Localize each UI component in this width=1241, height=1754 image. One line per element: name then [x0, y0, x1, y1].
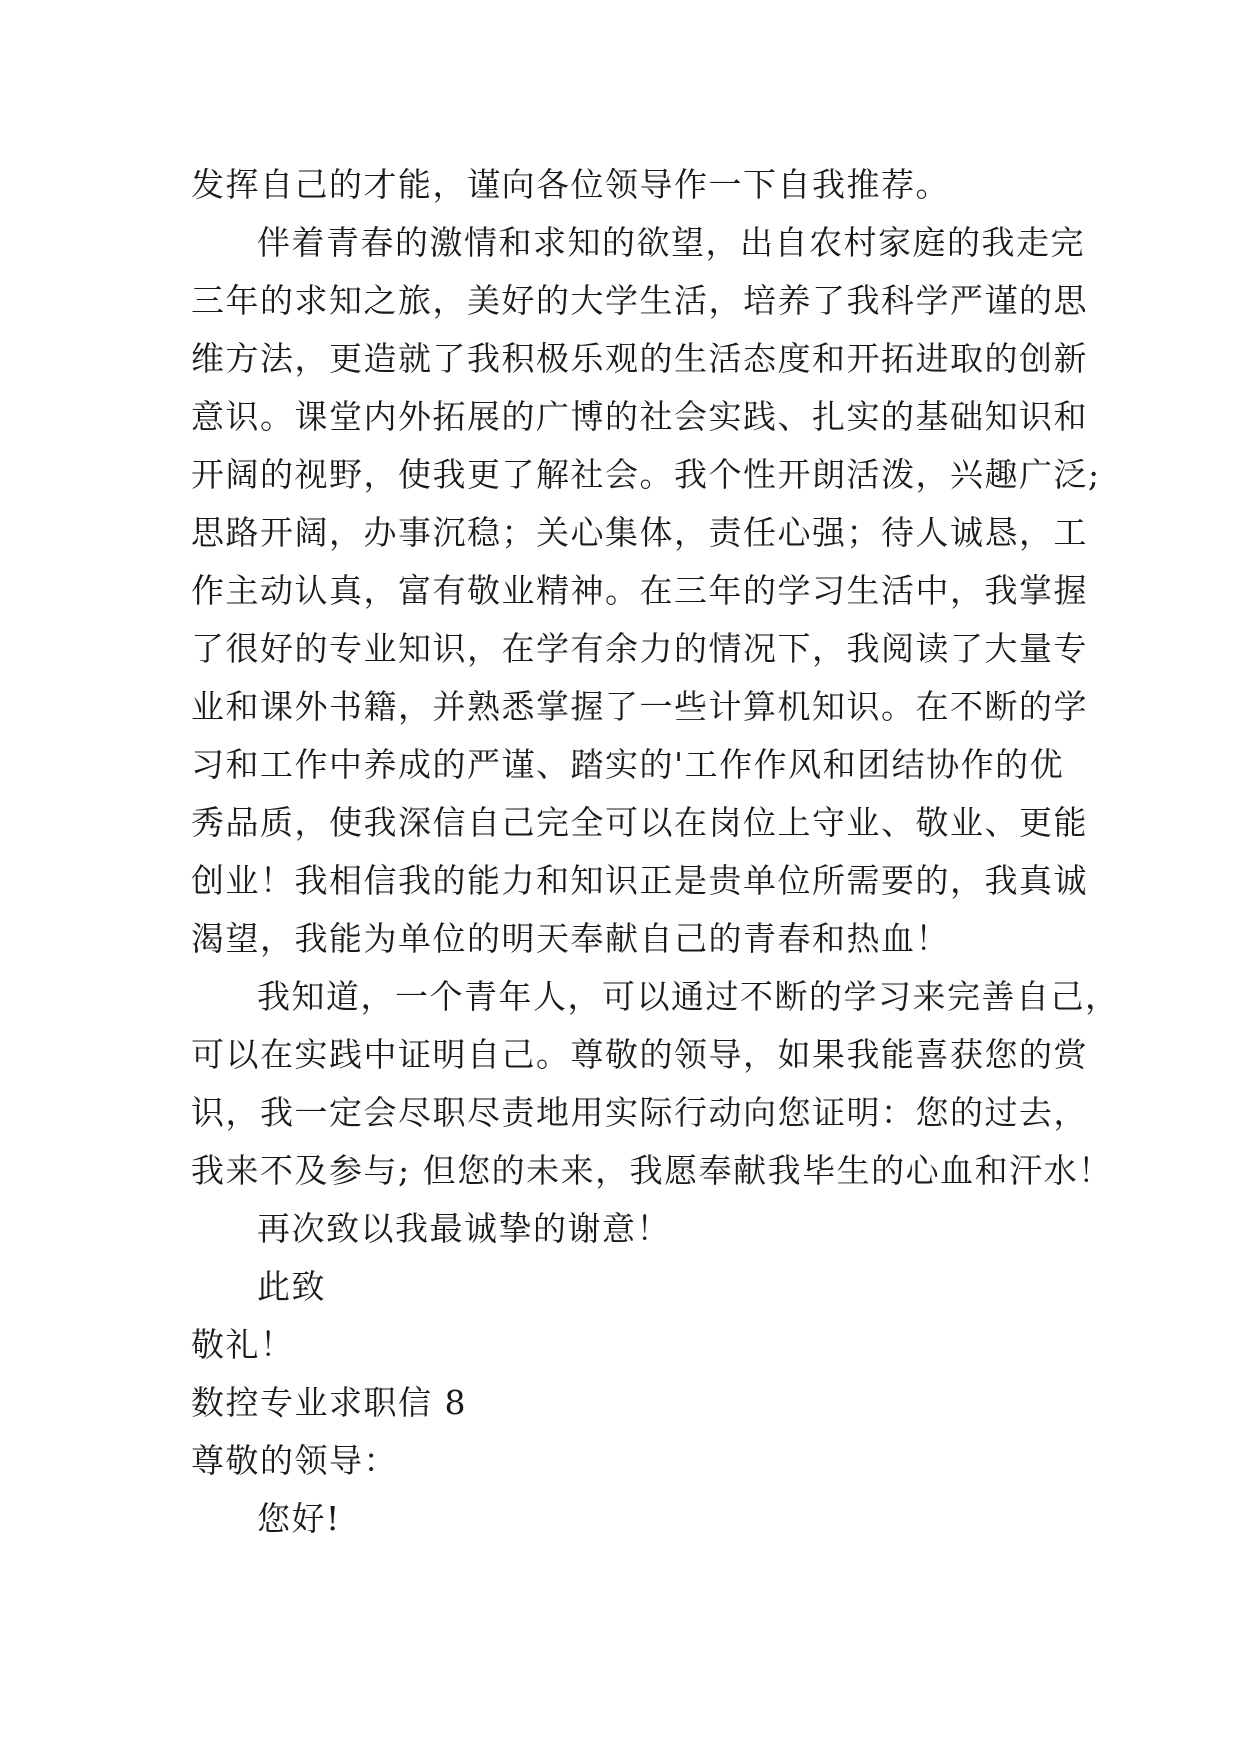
paragraph-line: 我知道，一个青年人，可以通过不断的学习来完善自己，: [257, 977, 1120, 1016]
paragraph-line: 渴望，我能为单位的明天奉献自己的青春和热血！: [191, 919, 950, 958]
paragraph-line: 识，我一定会尽职尽责地用实际行动向您证明：您的过去，: [191, 1093, 1088, 1132]
paragraph-line: 维方法，更造就了我积极乐观的生活态度和开拓进取的创新: [191, 339, 1088, 378]
paragraph-line: 作主动认真，富有敬业精神。在三年的学习生活中，我掌握: [191, 571, 1088, 610]
greeting-hello: 您好!: [257, 1499, 341, 1538]
paragraph-line: 伴着青春的激情和求知的欲望，出自农村家庭的我走完: [257, 223, 1085, 262]
paragraph-line: 我来不及参与; 但您的未来，我愿奉献我毕生的心血和汗水！: [191, 1151, 1113, 1190]
paragraph-line: 开阔的视野，使我更了解社会。我个性开朗活泼，兴趣广泛;: [191, 455, 1101, 494]
greeting-addressee: 尊敬的领导：: [191, 1441, 398, 1480]
paragraph-line: 思路开阔，办事沉稳；关心集体，责任心强；待人诚恳，工: [191, 513, 1088, 552]
paragraph-line: 业和课外书籍，并熟悉掌握了一些计算机知识。在不断的学: [191, 687, 1088, 726]
paragraph-line: 习和工作中养成的严谨、踏实的'工作作风和团结协作的优: [191, 745, 1065, 784]
paragraph-line: 可以在实践中证明自己。尊敬的领导，如果我能喜获您的赏: [191, 1035, 1088, 1074]
paragraph-line: 三年的求知之旅，美好的大学生活，培养了我科学严谨的思: [191, 281, 1088, 320]
closing-regards: 敬礼！: [191, 1325, 295, 1364]
paragraph-line: 秀品质，使我深信自己完全可以在岗位上守业、敬业、更能: [191, 803, 1088, 842]
paragraph-line: 了很好的专业知识，在学有余力的情况下，我阅读了大量专: [191, 629, 1088, 668]
paragraph-line: 意识。课堂内外拓展的广博的社会实践、扎实的基础知识和: [191, 397, 1088, 436]
closing-thanks: 再次致以我最诚挚的谢意！: [257, 1209, 671, 1248]
paragraph-line: 发挥自己的才能，谨向各位领导作一下自我推荐。: [191, 165, 950, 204]
letter-body: [191, 156, 1120, 1548]
paragraph-line: 创业！我相信我的能力和知识正是贵单位所需要的，我真诚: [191, 861, 1088, 900]
section-heading: 数控专业求职信 8: [191, 1383, 467, 1422]
closing-salutation: 此致: [257, 1267, 326, 1306]
